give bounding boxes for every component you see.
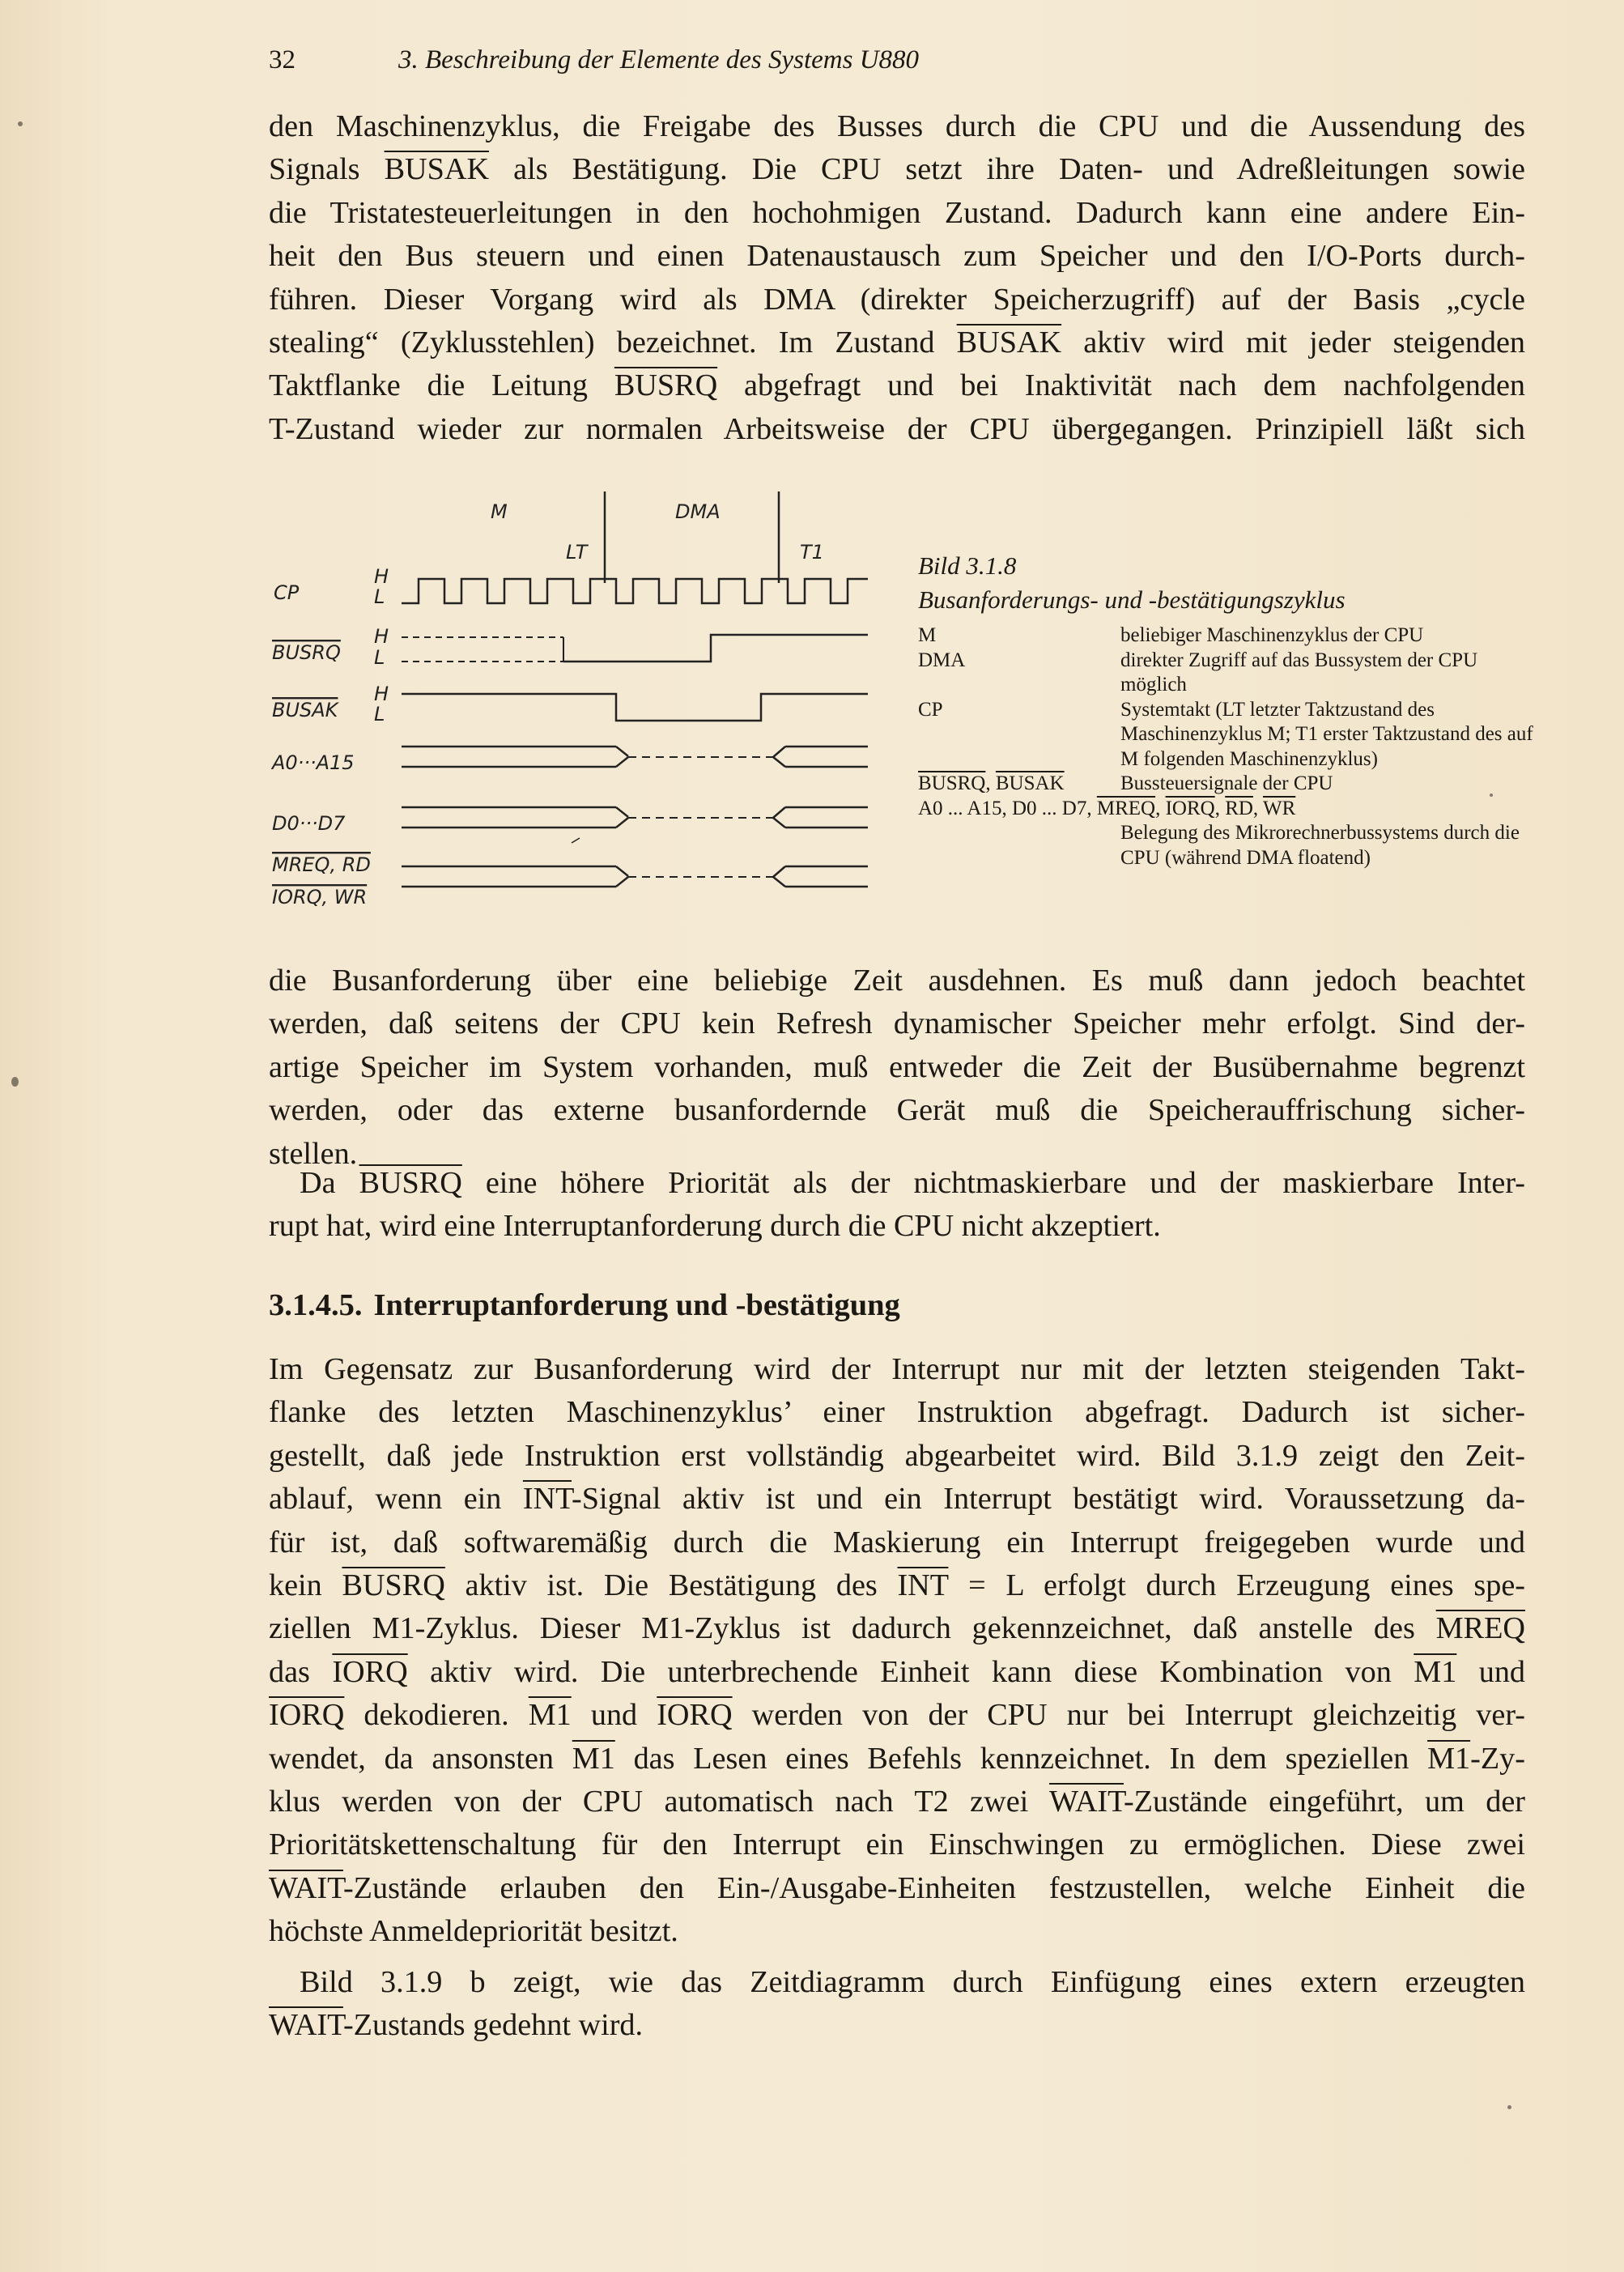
level-l-label: L — [374, 646, 385, 669]
text-line: stealing“ (Zyklusstehlen) bezeichnet. Im Zustand BUSAK aktiv wird mit jeder steigenden — [269, 325, 1525, 360]
signal-busak: BUSAK — [384, 152, 490, 187]
signal-busrq: BUSRQ — [359, 1166, 462, 1200]
paragraph-4 — [269, 1348, 1525, 1954]
signal-mreq: MREQ — [1435, 1611, 1525, 1646]
section-number: 3.1.4.5. — [269, 1288, 363, 1322]
text-line: Im Gegensatz zur Busanforderung wird der Interrupt nur mit der letzten steigenden Takt- — [269, 1352, 1525, 1386]
signal-m1: M1 — [1414, 1654, 1457, 1689]
text-line: rupt hat, wird eine Interruptanforderung durch die CPU nicht akzeptiert. — [269, 1209, 1161, 1244]
paragraph-3 — [269, 1162, 1525, 1249]
signal-int: $\overline{INT}$ — [522, 1482, 572, 1517]
text-line: für ist, daß softwaremäßig durch die Maskierung ein Interrupt freigegeben wurde und — [269, 1525, 1525, 1559]
legend-row — [918, 623, 1533, 649]
level-h-label: H — [374, 683, 389, 705]
state-label-t1: T1 — [800, 541, 824, 564]
waveform-busak — [402, 694, 868, 721]
text-line: ziellen M1-Zyklus. Dieser M1-Zyklus ist dadurch gekennzeichnet, daß anstelle des MREQ — [269, 1611, 1525, 1646]
waveform-cp — [402, 579, 868, 603]
signal-m1: M1 — [1427, 1741, 1471, 1776]
text-line: werden, oder das externe busanfordernde Gerät muß die Speicherauffrischung sicher- — [269, 1093, 1525, 1128]
phase-label-dma: DMA — [675, 500, 721, 523]
figure-legend — [918, 623, 1533, 870]
legend-definition: Systemtakt (LT letzter Taktzustand des Maschinenzyklus M; T1 erster Taktzustand des auf M folgenden Maschinenzyklus) — [1120, 698, 1533, 770]
text-line: die Busanforderung über eine beliebige Zeit ausdehnen. Es muß dann jedoch beachtet — [269, 964, 1525, 998]
text-line: flanke des letzten Maschinenzyklus’ einer Instruktion abgefragt. Dadurch ist sicher- — [269, 1395, 1525, 1430]
signal-label-cp: CP — [274, 581, 300, 604]
phase-label-m: M — [491, 500, 508, 523]
paragraph-1 — [269, 105, 1525, 451]
paper-speck — [18, 121, 23, 126]
signal-busrq: BUSRQ — [342, 1568, 445, 1603]
signal-int: $\overline{INT}$ — [897, 1568, 949, 1603]
figure-caption — [918, 549, 1346, 617]
text-line: kein BUSRQ aktiv ist. Die Bestätigung des $\overline{INT} = L$ erfolgt durch Erzeugung eines spe- — [269, 1568, 1525, 1603]
waveform-data-bus — [402, 807, 868, 828]
page-number: 32 — [269, 45, 295, 74]
timing-diagram — [259, 482, 907, 927]
signal-label-mreq-rd: MREQ, RD — [272, 853, 371, 876]
text-line: die Tristatesteuerleitungen in den hochohmigen Zustand. Dadurch kann eine andere Ein- — [269, 195, 1525, 230]
text-line: Prioritätskettenschaltung für den Interrupt ein Einschwingen zu ermöglichen. Diese zwei — [269, 1827, 1525, 1862]
waveform-busrq — [563, 635, 868, 662]
waveform-address-bus — [402, 747, 868, 767]
paper-speck — [11, 1077, 19, 1087]
text-line: klus werden von der CPU automatisch nach T2 zwei WAIT-Zustände eingeführt, um der — [269, 1785, 1525, 1819]
signal-label-iorq-wr: IORQ, WR — [272, 886, 368, 908]
signal-label-data-bus: D0···D7 — [272, 812, 346, 835]
text-line: Bild 3.1.9 b zeigt, wie das Zeitdiagramm durch Einfügung eines extern erzeugten — [300, 1965, 1525, 1999]
signal-label-address-bus: A0···A15 — [272, 751, 355, 774]
text-line: heit den Bus steuern und einen Datenaustausch zum Speicher und den I/O-Ports durch- — [269, 239, 1525, 274]
signal-iorq: IORQ — [269, 1698, 345, 1733]
text-line: den Maschinenzyklus, die Freigabe des Busses durch die CPU und die Aussendung des — [269, 109, 1525, 143]
signal-m1: M1 — [572, 1741, 615, 1776]
text-line: werden, daß seitens der CPU kein Refresh dynamischer Speicher mehr erfolgt. Sind der- — [269, 1006, 1525, 1041]
level-h-label: H — [374, 565, 389, 588]
state-label-lt: LT — [566, 541, 588, 564]
text-line: T-Zustand wieder zur normalen Arbeitsweise der CPU übergegangen. Prinzipiell läßt sich — [269, 411, 1525, 446]
signal-wait: WAIT — [1049, 1785, 1124, 1819]
signal-label-busrq: BUSRQ — [272, 641, 341, 664]
legend-definition: beliebiger Maschinenzyklus der CPU — [1120, 624, 1424, 646]
running-title: 3. Beschreibung der Elemente des Systems U880 — [398, 45, 920, 74]
text-line: wendet, da ansonsten M1 das Lesen eines Befehls kennzeichnet. In dem speziellen M1-Zy- — [269, 1741, 1525, 1776]
legend-term: M — [918, 624, 937, 646]
paragraph-5 — [269, 1961, 1525, 2048]
signal-iorq: IORQ — [332, 1654, 408, 1689]
legend-definition: Bussteuersignale der CPU — [1120, 772, 1333, 794]
signal-label-busak: BUSAK — [272, 699, 338, 721]
text-line: Signals BUSAK als Bestätigung. Die CPU setzt ihre Daten- und Adreßleitungen sowie — [269, 152, 1525, 187]
signal-m1: M1 — [528, 1698, 572, 1733]
signal-busak: BUSAK — [956, 325, 1062, 360]
signal-wait: WAIT — [269, 1870, 343, 1905]
waveform-control-bus — [402, 838, 868, 887]
paper-speck — [1507, 2105, 1511, 2109]
section-title: Interruptanforderung und -bestätigung — [373, 1288, 900, 1322]
paper-speck — [1490, 793, 1493, 797]
signal-busrq: BUSRQ — [614, 368, 718, 403]
running-header — [269, 42, 919, 78]
paragraph-2 — [269, 959, 1525, 1176]
text-line: das IORQ aktiv wird. Die unterbrechende Einheit kann diese Kombination von M1 und — [269, 1654, 1526, 1689]
text-line: stellen. — [269, 1136, 358, 1171]
signal-wait: WAIT — [269, 2008, 343, 2043]
text-line: höchste Anmeldepriorität besitzt. — [269, 1914, 678, 1949]
text-line: IORQ dekodieren. M1 und IORQ werden von der CPU nur bei Interrupt gleichzeitig ver- — [269, 1698, 1525, 1733]
legend-definition: direkter Zugriff auf das Bussystem der CPU möglich — [1120, 649, 1478, 696]
level-l-label: L — [374, 585, 385, 608]
legend-row — [918, 698, 1533, 772]
legend-row — [918, 772, 1533, 797]
legend-term: DMA — [918, 649, 966, 671]
legend-definition: Belegung des Mikrorechnerbussystems durch die CPU (während DMA floatend) — [1120, 822, 1520, 869]
signal-iorq: IORQ — [657, 1698, 733, 1733]
level-l-label: L — [374, 703, 385, 725]
level-h-label: H — [374, 625, 389, 648]
text-line: WAIT-Zustands gedehnt wird. — [269, 2008, 644, 2043]
figure-number: Bild 3.1.8 — [918, 551, 1017, 580]
text-line: gestellt, daß jede Instruktion erst vollständig abgearbeitet wird. Bild 3.1.9 zeigt den Zeit- — [269, 1438, 1525, 1473]
legend-term: CP — [918, 698, 943, 721]
section-heading — [269, 1284, 900, 1326]
legend-row — [918, 649, 1533, 698]
text-line: Da BUSRQ eine höhere Priorität als der nichtmaskierbare und der maskierbare Inter- — [300, 1166, 1525, 1200]
text-line: führen. Dieser Vorgang wird als DMA (direkter Speicherzugriff) auf der Basis „cycle — [269, 282, 1525, 317]
text-line: Taktflanke die Leitung BUSRQ abgefragt und bei Inaktivität nach dem nachfolgenden — [269, 368, 1526, 403]
figure-title: Busanforderungs- und -bestätigungszyklus — [918, 585, 1346, 614]
text-line: artige Speicher im System vorhanden, muß entweder die Zeit der Busübernahme begrenzt — [269, 1049, 1525, 1084]
text-line: ablauf, wenn ein $\overline{INT}$-Signal aktiv ist und ein Interrupt bestätigt wird. Voraussetzung da- — [269, 1482, 1525, 1517]
legend-term: A0 ... A15, D0 ... D7, MREQ, IORQ, $\overline{RD}$, $\overline{WR}$ — [918, 797, 1296, 819]
text-line: WAIT-Zustände erlauben den Ein-/Ausgabe-Einheiten festzustellen, welche Einheit die — [269, 1870, 1525, 1905]
legend-term: BUSRQ, BUSAK — [918, 772, 1065, 794]
